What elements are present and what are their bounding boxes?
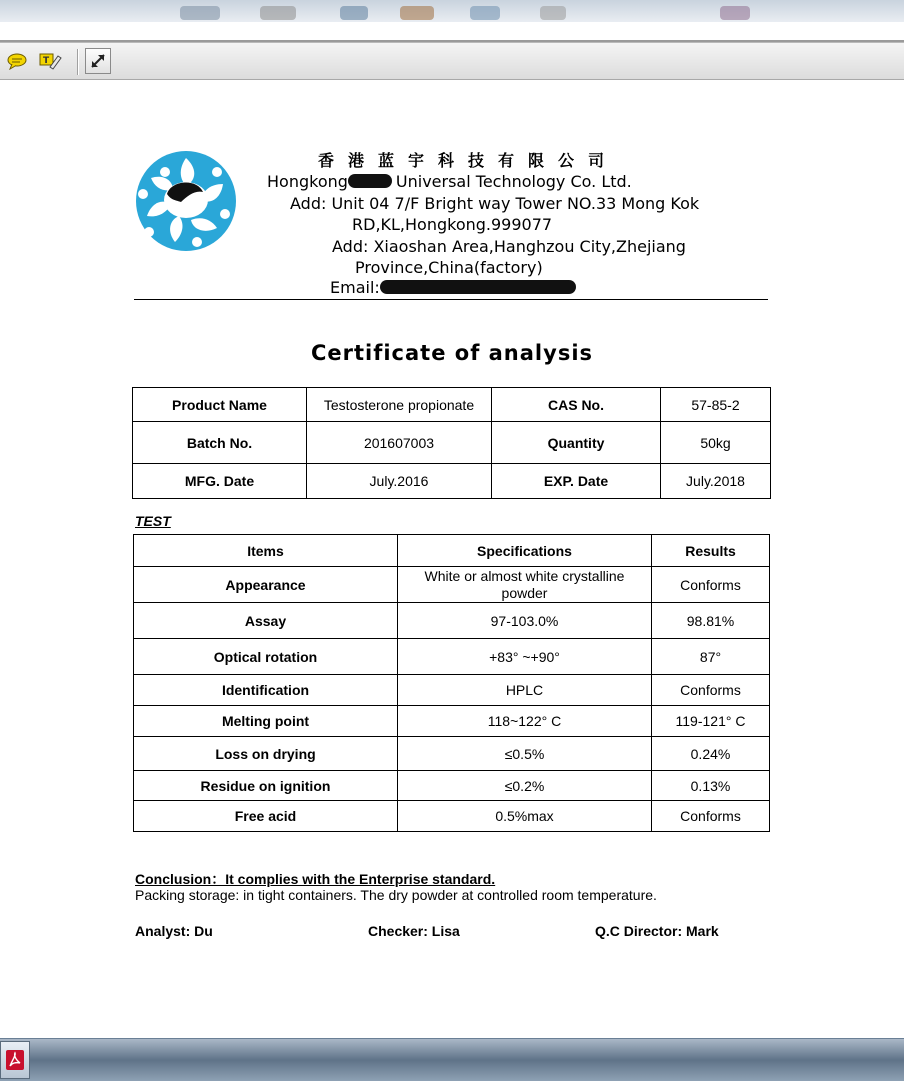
result-cell: 87° (652, 639, 770, 675)
result-cell: Conforms (652, 567, 770, 603)
table-row (134, 675, 770, 706)
item-cell: Residue on ignition (134, 771, 398, 801)
spec-cell: White or almost white crystalline powder (398, 567, 652, 603)
table-row (134, 706, 770, 737)
result-cell: 98.81% (652, 603, 770, 639)
table-row (134, 639, 770, 675)
expand-button[interactable] (85, 48, 111, 74)
comment-icon (6, 52, 28, 70)
company-name-prefix: Hongkong (267, 172, 348, 191)
spec-cell: +83° ~+90° (398, 639, 652, 675)
item-cell: Appearance (134, 567, 398, 603)
spec-cell: HPLC (398, 675, 652, 706)
comment-button[interactable] (5, 50, 29, 72)
product-name-label: Product Name (133, 388, 307, 422)
table-row (134, 801, 770, 832)
taskbar (0, 1038, 904, 1081)
result-cell: 0.24% (652, 737, 770, 771)
pdf-toolbar (0, 42, 904, 80)
company-logo (135, 150, 237, 252)
certificate-title: Certificate of analysis (310, 341, 594, 365)
company-name-english (267, 172, 632, 191)
product-info-table (132, 387, 771, 499)
analyst-signature: Analyst: Du (135, 923, 213, 939)
spec-cell: ≤0.5% (398, 737, 652, 771)
cas-value: 57-85-2 (661, 388, 771, 422)
highlight-text-icon (38, 51, 62, 71)
batch-value: 201607003 (307, 422, 492, 464)
spec-cell: 97-103.0% (398, 603, 652, 639)
result-cell: Conforms (652, 675, 770, 706)
pdf-reader-taskbar-button[interactable] (0, 1041, 30, 1079)
window-top-strip (0, 0, 904, 22)
checker-signature: Checker: Lisa (368, 923, 460, 939)
address1-line1: Add: Unit 04 7/F Bright way Tower NO.33 Mong Kok (290, 194, 700, 213)
svg-text:T: T (43, 56, 50, 66)
qc-director-signature: Q.C Director: Mark (595, 923, 719, 939)
test-results-table (133, 534, 770, 832)
company-name-chinese: 香港蓝宇科技有限公司 (318, 151, 619, 170)
packing-storage-text: Packing storage: in tight containers. The dry powder at controlled room temperature. (135, 887, 657, 903)
hongkong-address (290, 193, 730, 235)
mfg-date-value: July.2016 (307, 464, 492, 499)
table-row (134, 771, 770, 801)
expand-icon (89, 52, 107, 70)
quantity-label: Quantity (492, 422, 661, 464)
exp-date-label: EXP. Date (492, 464, 661, 499)
pdf-reader-icon (5, 1049, 25, 1071)
mfg-date-label: MFG. Date (133, 464, 307, 499)
result-cell: 0.13% (652, 771, 770, 801)
item-cell: Loss on drying (134, 737, 398, 771)
company-name-suffix: Universal Technology Co. Ltd. (395, 172, 632, 191)
spec-cell: ≤0.2% (398, 771, 652, 801)
column-header-items: Items (134, 535, 398, 567)
address1-line2: RD,KL,Hongkong.999077 (352, 215, 553, 234)
batch-label: Batch No. (133, 422, 307, 464)
spec-cell: 118~122° C (398, 706, 652, 737)
email-label: Email: (330, 278, 380, 297)
item-cell: Melting point (134, 706, 398, 737)
highlight-text-button[interactable] (38, 50, 62, 72)
result-cell: Conforms (652, 801, 770, 832)
conclusion-text: Conclusion：It complies with the Enterprise standard. (135, 871, 496, 887)
factory-address (332, 236, 712, 278)
quantity-value: 50kg (661, 422, 771, 464)
product-name-value: Testosterone propionate (307, 388, 492, 422)
header-divider (134, 299, 768, 300)
column-header-results: Results (652, 535, 770, 567)
test-section-label: TEST (135, 513, 171, 529)
spec-cell: 0.5%max (398, 801, 652, 832)
exp-date-value: July.2018 (661, 464, 771, 499)
item-cell: Assay (134, 603, 398, 639)
email-redaction-mark (380, 280, 576, 294)
table-row (134, 603, 770, 639)
table-row (134, 737, 770, 771)
table-row (134, 567, 770, 603)
item-cell: Identification (134, 675, 398, 706)
item-cell: Optical rotation (134, 639, 398, 675)
address2-line2: Province,China(factory) (355, 258, 543, 277)
toolbar-separator (77, 49, 78, 75)
address2-line1: Add: Xiaoshan Area,Hanghzou City,Zhejiang (332, 237, 686, 256)
item-cell: Free acid (134, 801, 398, 832)
cas-label: CAS No. (492, 388, 661, 422)
result-cell: 119-121° C (652, 706, 770, 737)
column-header-specifications: Specifications (398, 535, 652, 567)
email-line (330, 278, 576, 297)
redaction-mark (348, 174, 392, 188)
